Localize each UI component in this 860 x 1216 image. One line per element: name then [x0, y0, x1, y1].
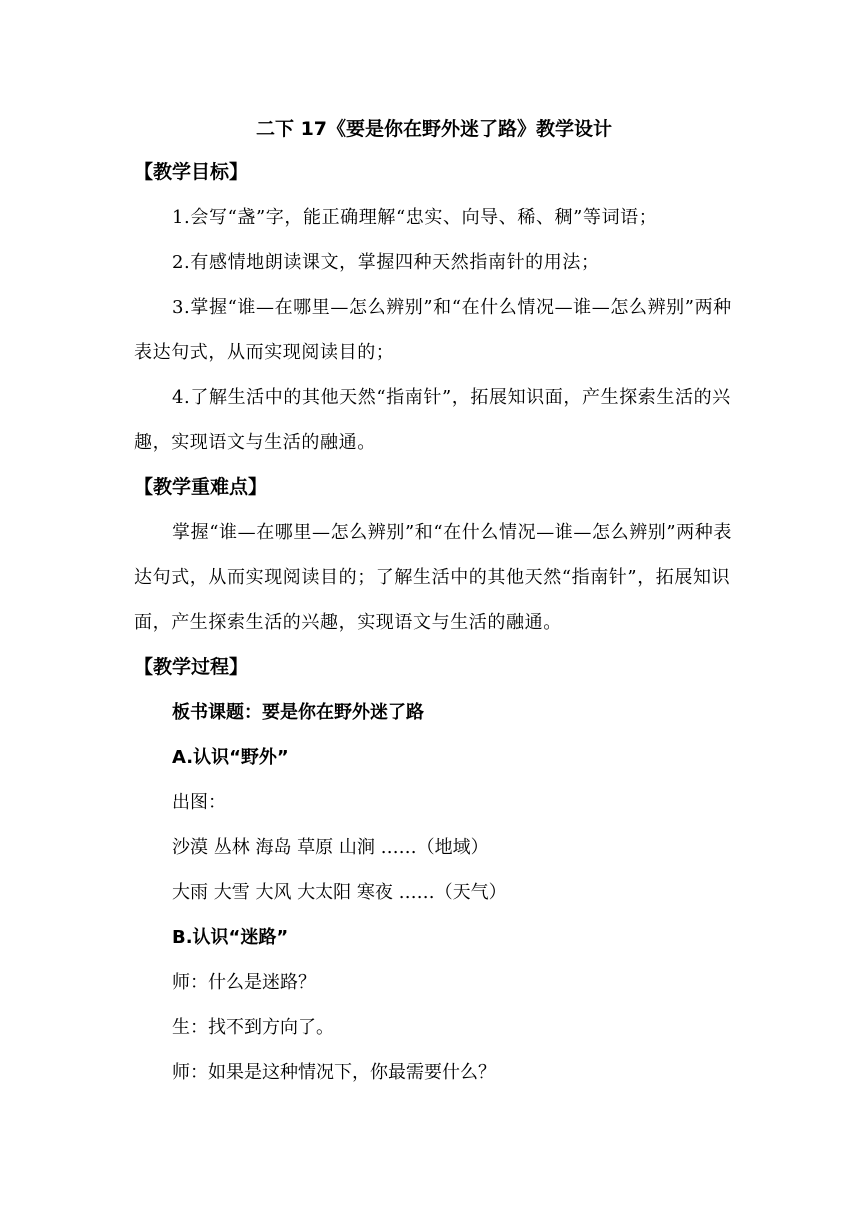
- goal-item-1: 1.会写“盏”字，能正确理解“忠实、向导、稀、稠”等词语；: [172, 207, 658, 228]
- process-step-b: B.认识“迷路”: [172, 927, 289, 948]
- process-line: 生：找不到方向了。: [172, 1017, 334, 1038]
- process-line: 沙漠 丛林 海岛 草原 山涧 ……（地域）: [172, 837, 489, 858]
- process-line: 大雨 大雪 大风 大太阳 寒夜 ……（天气）: [172, 882, 507, 903]
- section-heading-goals: 【教学目标】: [134, 161, 249, 183]
- goal-item-2: 2.有感情地朗读课文，掌握四种天然指南针的用法；: [172, 252, 600, 273]
- process-line: 师：如果是这种情况下，你最需要什么？: [172, 1062, 496, 1083]
- process-line: 师：什么是迷路？: [172, 972, 316, 993]
- section-heading-process: 【教学过程】: [134, 656, 249, 678]
- process-step-a: A.认识“野外”: [172, 747, 289, 768]
- key-points-text: 掌握“谁—在哪里—怎么辨别”和“在什么情况—谁—怎么辨别”两种表达句式，从而实现阅读目的；了解生活中的其他天然“指南针”，拓展知识面，产生探索生活的兴趣，实现语文与生活的融通。: [134, 522, 733, 633]
- process-line: 出图：: [172, 792, 226, 813]
- process-board-title: 板书课题：要是你在野外迷了路: [172, 702, 424, 723]
- section-heading-key-points: 【教学重难点】: [134, 476, 268, 498]
- document-title: 二下 17《要是你在野外迷了路》教学设计: [255, 118, 613, 140]
- document-body: [134, 108, 734, 1095]
- goal-item-3: 3.掌握“谁—在哪里—怎么辨别”和“在什么情况—谁—怎么辨别”两种表达句式，从而实现阅读目的；: [134, 297, 732, 363]
- goal-item-4: 4.了解生活中的其他天然“指南针”，拓展知识面，产生探索生活的兴趣，实现语文与生活的融通。: [134, 387, 731, 453]
